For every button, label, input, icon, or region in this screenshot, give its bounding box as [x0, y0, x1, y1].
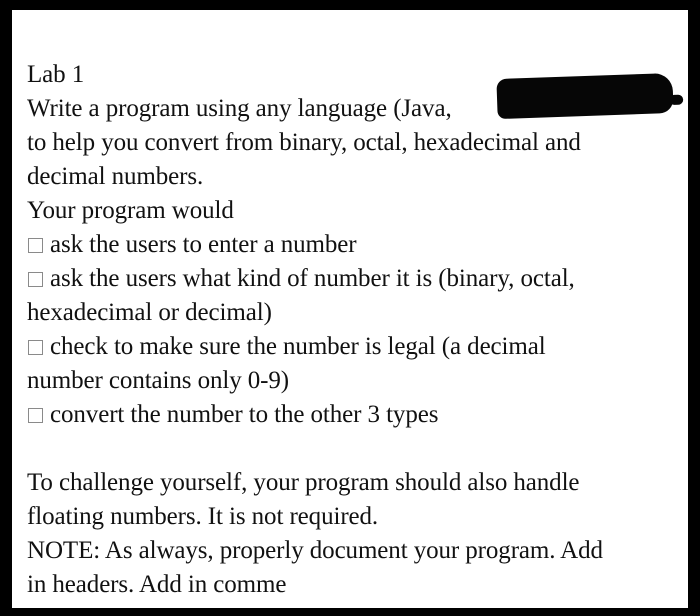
task-text: ask the users to enter a number	[50, 231, 357, 258]
task-item	[27, 262, 677, 296]
note-line-1: NOTE: As always, properly document your program. Add	[27, 537, 603, 564]
challenge-line-1: To challenge yourself, your program should also handle	[27, 469, 580, 496]
checkbox-icon	[28, 238, 43, 253]
task-text-continued: number contains only 0-9)	[27, 367, 290, 394]
task-item	[27, 398, 677, 432]
redaction-mark	[496, 73, 673, 119]
intro-line-3: decimal numbers.	[27, 163, 204, 190]
task-text: ask the users what kind of number it is (binary, octal,	[50, 265, 575, 292]
task-text: convert the number to the other 3 types	[50, 401, 439, 428]
screenshot-frame	[12, 10, 688, 608]
intro-line-2: to help you convert from binary, octal, hexadecimal and	[27, 129, 581, 156]
checkbox-icon	[28, 272, 43, 287]
lead-text: Your program would	[27, 197, 234, 224]
checkbox-icon	[28, 408, 43, 423]
checkbox-icon	[28, 340, 43, 355]
lab-title: Lab 1	[27, 61, 85, 88]
spacer	[27, 432, 677, 466]
note-line-2: in headers. Add in comme	[27, 571, 287, 598]
task-item	[27, 330, 677, 364]
challenge-line-2: floating numbers. It is not required.	[27, 503, 379, 530]
task-text-continued: hexadecimal or decimal)	[27, 299, 272, 326]
intro-line-1: Write a program using any language (Java,	[27, 95, 452, 122]
task-text: check to make sure the number is legal (a decimal	[50, 333, 546, 360]
task-item	[27, 228, 677, 262]
lab-instructions	[27, 58, 677, 602]
